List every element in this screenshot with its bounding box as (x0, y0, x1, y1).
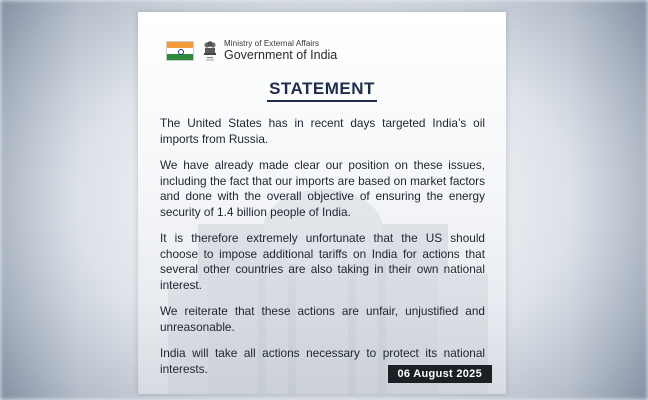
government-name: Government of India (224, 48, 338, 63)
statement-title: STATEMENT (267, 79, 377, 102)
indian-flag-icon (166, 41, 194, 61)
mea-header (166, 40, 337, 62)
national-emblem-icon (202, 40, 218, 62)
statement-card (138, 12, 506, 394)
date-badge: 06 August 2025 (388, 365, 493, 383)
paragraph: India will take all actions necessary to protect its national interests. (160, 346, 485, 376)
statement-body (160, 116, 485, 388)
paragraph: It is therefore extremely unfortunate that the US should choose to impose additional tariffs on India for actions that several other countries are also taking in their own national interest. (160, 231, 485, 292)
paragraph: The United States has in recent days targeted India’s oil imports from Russia. (160, 116, 485, 146)
paragraph: We have already made clear our position on these issues, including the fact that our imports are based on market factors and done with the overall objective of ensuring the energy security of 1.4 billion people of India. (160, 158, 485, 219)
ministry-name: Ministry of External Affairs (224, 39, 320, 49)
paragraph: We reiterate that these actions are unfair, unjustified and unreasonable. (160, 304, 485, 334)
